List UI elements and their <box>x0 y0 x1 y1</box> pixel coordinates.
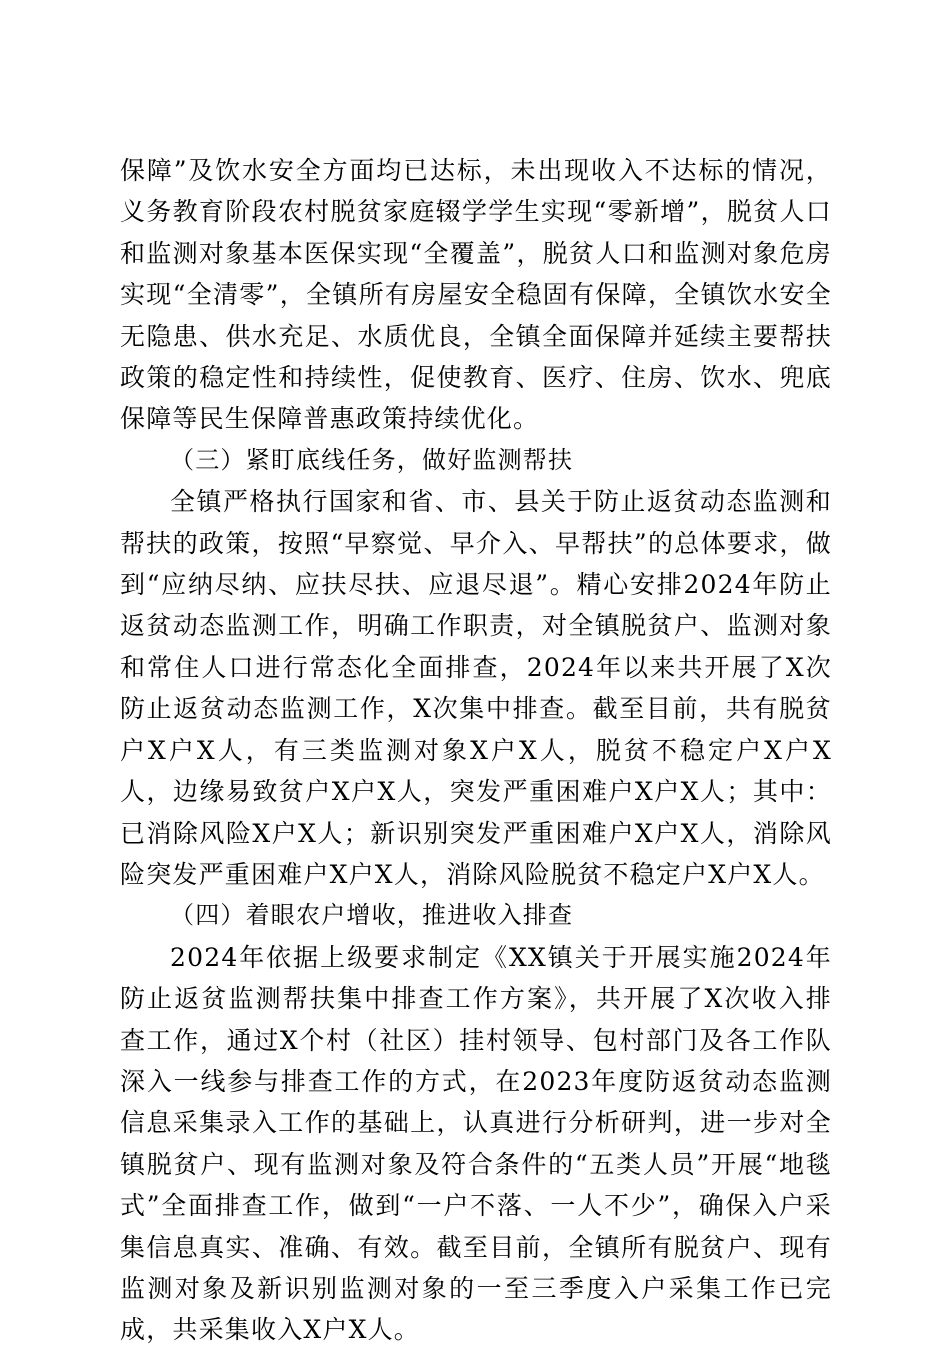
paragraph-continued: 保障”及饮水安全方面均已达标，未出现收入不达标的情况，义务教育阶段农村脱贫家庭辍学学生实现“零新增”，脱贫人口和监测对象基本医保实现“全覆盖”，脱贫人口和监测对象危房实现“全清零”，全镇所有房屋安全稳固有保障，全镇饮水安全无隐患、供水充足、水质优良，全镇全面保障并延续主要帮扶政策的稳定性和持续性，促使教育、医疗、住房、饮水、兜底保障等民生保障普惠政策持续优化。 <box>120 156 832 434</box>
paragraph-income-survey: 2024年依据上级要求制定《XX镇关于开展实施2024年防止返贫监测帮扶集中排查工作方案》，共开展了X次收入排查工作，通过X个村（社区）挂村领导、包村部门及各工作队深入一线参与排查工作的方式，在2023年度防返贫动态监测信息采集录入工作的基础上，认真进行分析研判，进一步对全镇脱贫户、现有监测对象及符合条件的“五类人员”开展“地毯式”全面排查工作，做到“一户不落、一人不少”，确保入户采集信息真实、准确、有效。截至目前，全镇所有脱贫户、现有监测对象及新识别监测对象的一至三季度入户采集工作已完成，共采集收入X户X人。 <box>120 942 832 1345</box>
section-heading-3: （三）紧盯底线任务，做好监测帮扶 <box>170 445 574 474</box>
paragraph-monitoring: 全镇严格执行国家和省、市、县关于防止返贫动态监测和帮扶的政策，按照“早察觉、早介入、早帮扶”的总体要求，做到“应纳尽纳、应扶尽扶、应退尽退”。精心安排2024年防止返贫动态监测工作，明确工作职责，对全镇脱贫户、监测对象和常住人口进行常态化全面排查，2024年以来共开展了X次防止返贫动态监测工作，X次集中排查。截至目前，共有脱贫户X户X人，有三类监测对象X户X人，脱贫不稳定户X户X人，边缘易致贫户X户X人，突发严重困难户X户X人；其中：已消除风险X户X人；新识别突发严重困难户X户X人，消除风险突发严重困难户X户X人，消除风险脱贫不稳定户X户X人。 <box>120 487 832 889</box>
document-page <box>120 150 832 1351</box>
section-heading-4: （四）着眼农户增收，推进收入排查 <box>170 901 574 930</box>
